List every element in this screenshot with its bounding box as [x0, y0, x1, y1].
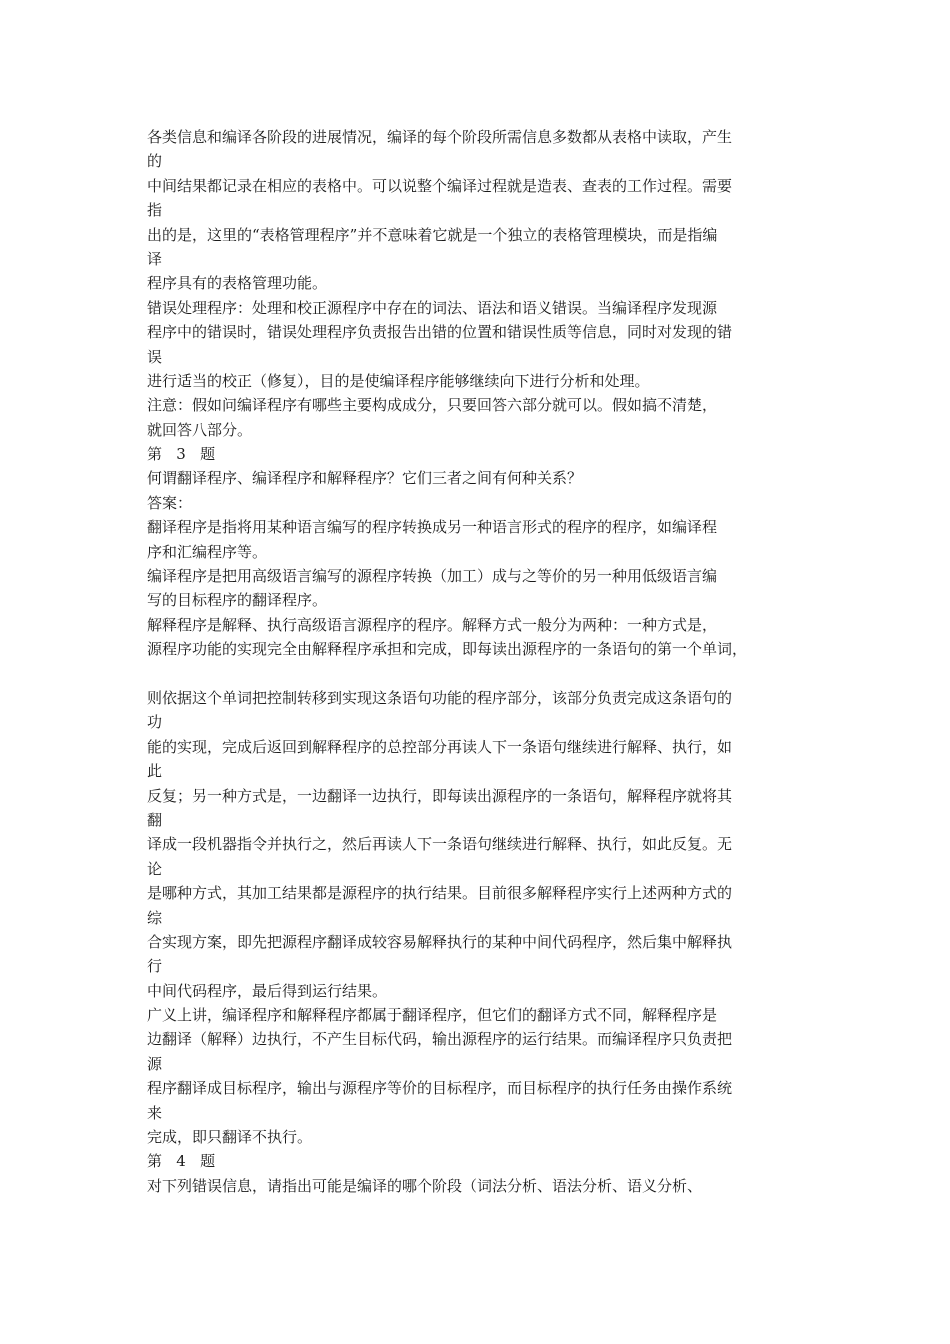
text-line: 则依据这个单词把控制转移到实现这条语句功能的程序部分，该部分负责完成这条语句的 — [147, 688, 733, 707]
text-line: 误 — [147, 347, 163, 366]
text-line: 广义上讲，编译程序和解释程序都属于翻译程序，但它们的翻译方式不同，解释程序是 — [147, 1006, 718, 1025]
text-line: 程序翻译成目标程序，输出与源程序等价的目标程序，而目标程序的执行任务由操作系统 — [147, 1079, 733, 1098]
text-line: 翻 — [147, 810, 163, 829]
text-line: 反复；另一种方式是，一边翻译一边执行，即每读出源程序的一条语句，解释程序就将其 — [147, 786, 733, 805]
text-line: 的 — [147, 152, 163, 171]
text-line: 边翻译（解释）边执行，不产生目标代码，输出源程序的运行结果。而编译程序只负责把 — [147, 1030, 733, 1049]
text-line: 中间代码程序，最后得到运行结果。 — [147, 981, 388, 1000]
text-line: 译成一段机器指令并执行之，然后再读人下一条语句继续进行解释、执行，如此反复。无 — [147, 835, 733, 854]
text-line: 功 — [147, 713, 163, 732]
text-line: 来 — [147, 1103, 163, 1122]
text-line: 写的目标程序的翻译程序。 — [147, 591, 328, 610]
text-line: 第 3 题 — [147, 445, 216, 464]
text-line: 译 — [147, 249, 163, 268]
text-line: 综 — [147, 908, 163, 927]
text-line: 完成，即只翻译不执行。 — [147, 1128, 313, 1147]
text-line: 行 — [147, 957, 163, 976]
text-line: 中间结果都记录在相应的表格中。可以说整个编译过程就是造表、查表的工作过程。需要 — [147, 176, 733, 195]
text-line: 进行适当的校正（修复），目的是使编译程序能够继续向下进行分析和处理。 — [147, 371, 650, 390]
document-body — [147, 125, 807, 1198]
text-line: 第 4 题 — [147, 1152, 216, 1171]
text-line: 对下列错误信息，请指出可能是编译的哪个阶段（词法分析、语法分析、语义分析、 — [147, 1176, 703, 1195]
text-line: 程序具有的表格管理功能。 — [147, 274, 328, 293]
text-line: 序和汇编程序等。 — [147, 542, 268, 561]
text-line: 编译程序是把用高级语言编写的源程序转换（加工）成与之等价的另一种用低级语言编 — [147, 567, 718, 586]
text-line: 出的是，这里的“表格管理程序”并不意味着它就是一个独立的表格管理模块，而是指编 — [147, 225, 718, 244]
text-line: 程序中的错误时，错误处理程序负责报告出错的位置和错误性质等信息，同时对发现的错 — [147, 323, 733, 342]
text-line: 各类信息和编译各阶段的进展情况，编译的每个阶段所需信息多数都从表格中读取，产生 — [147, 128, 733, 146]
text-line: 答案： — [147, 493, 193, 512]
text-line: 能的实现，完成后返回到解释程序的总控部分再读人下一条语句继续进行解释、执行，如 — [147, 737, 733, 756]
text-line: 源程序功能的实现完全由解释程序承担和完成，即每读出源程序的一条语句的第一个单词， — [147, 640, 748, 659]
text-line: 指 — [147, 201, 163, 220]
text-line: 注意：假如问编译程序有哪些主要构成成分，只要回答六部分就可以。假如搞不清楚， — [147, 396, 718, 415]
text-line: 论 — [147, 859, 163, 878]
text-line: 翻译程序是指将用某种语言编写的程序转换成另一种语言形式的程序的程序，如编译程 — [147, 518, 718, 537]
blank-line — [147, 662, 807, 686]
text-line: 此 — [147, 762, 163, 781]
text-line: 是哪种方式，其加工结果都是源程序的执行结果。目前很多解释程序实行上述两种方式的 — [147, 884, 733, 903]
text-line: 就回答八部分。 — [147, 420, 253, 439]
text-line: 解释程序是解释、执行高级语言源程序的程序。解释方式一般分为两种：一种方式是， — [147, 615, 718, 634]
text-line: 合实现方案，即先把源程序翻译成较容易解释执行的某种中间代码程序，然后集中解释执 — [147, 932, 733, 951]
text-line: 源 — [147, 1054, 163, 1073]
text-line: 错误处理程序：处理和校正源程序中存在的词法、语法和语义错误。当编译程序发现源 — [147, 298, 718, 317]
text-line: 何谓翻译程序、编译程序和解释程序？它们三者之间有何种关系？ — [147, 469, 583, 488]
